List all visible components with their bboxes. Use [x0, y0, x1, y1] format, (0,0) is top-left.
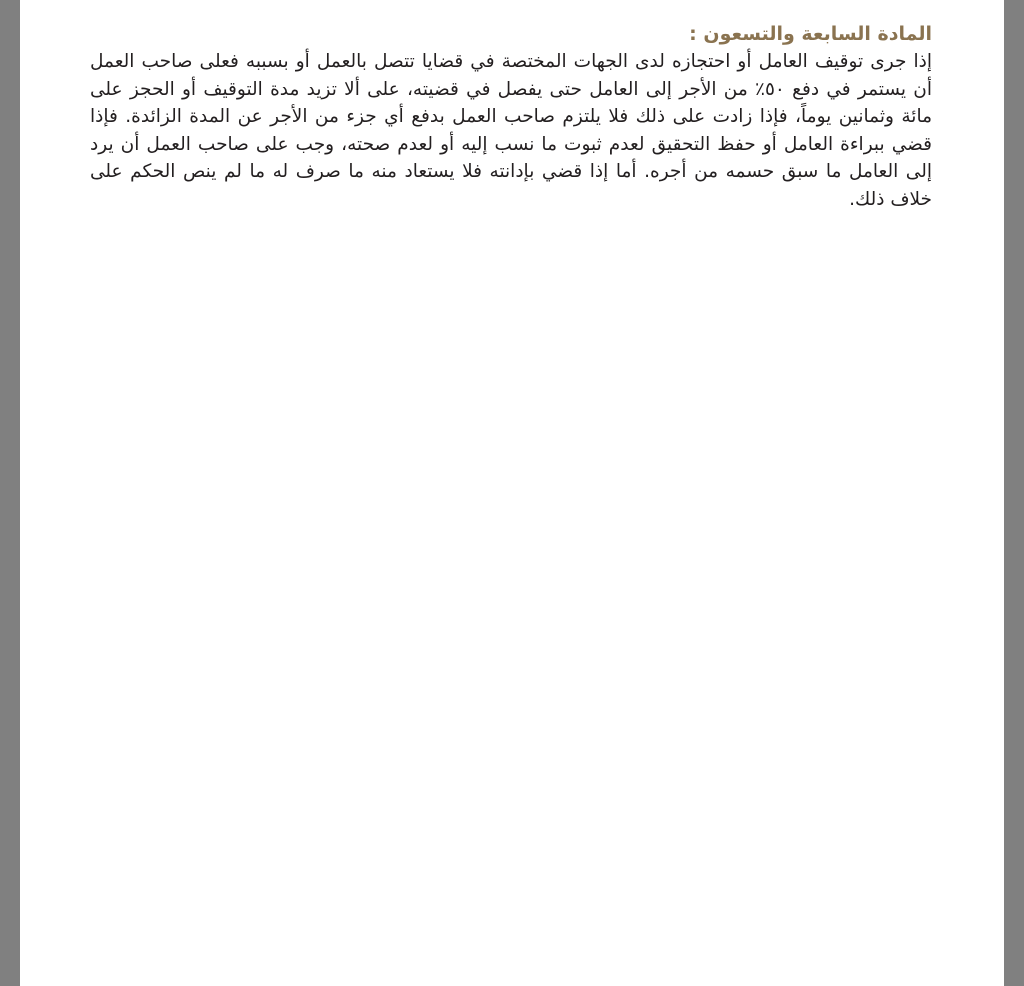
article-body: إذا جرى توقيف العامل أو احتجازه لدى الجهات المختصة في قضايا تتصل بالعمل أو بسببه فعلى صاحب العمل أن يستمر في دفع ٥٠٪ من الأجر إلى العامل حتى يفصل في قضيته، على ألا تزيد مدة التوقيف أو الحجز على مائة وثمانين يوماً، فإذا زادت على ذلك فلا يلتزم صاحب العمل بدفع أي جزء من الأجر عن المدة الزائدة. فإذا قضي ببراءة العامل أو حفظ التحقيق لعدم ثبوت ما نسب إليه أو لعدم صحته، وجب على صاحب العمل أن يرد إلى العامل ما سبق حسمه من أجره. أما إذا قضي بإدانته فلا يستعاد منه ما صرف له ما لم ينص الحكم على خلاف ذلك. [90, 51, 932, 210]
article-title: المادة السابعة والتسعون : [689, 23, 932, 45]
article-section [90, 20, 932, 213]
document-page [20, 0, 1004, 986]
